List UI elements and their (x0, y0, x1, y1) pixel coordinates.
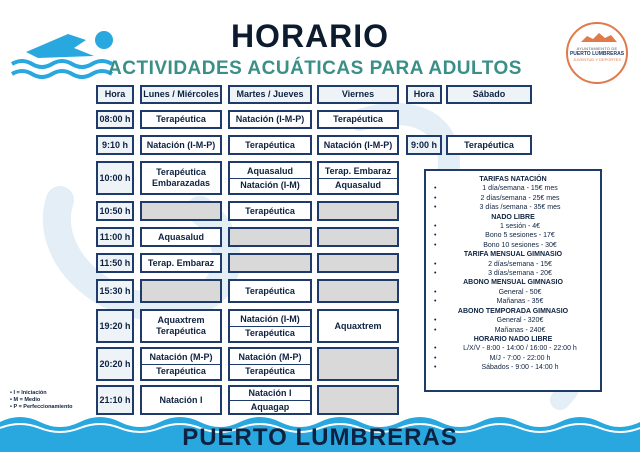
page-subtitle: ACTIVIDADES ACUÁTICAS PARA ADULTOS (108, 58, 522, 79)
cell-1000-martes-a: Aquasalud (246, 165, 293, 176)
tarifa-item: • 1 sesión - 4€ (432, 222, 594, 231)
tarifa-item: • Sábados - 9:00 - 14:00 h (432, 363, 594, 372)
cell-2020-martes (228, 347, 312, 381)
cell-1920-lunes (140, 309, 222, 343)
cell-divider (319, 178, 397, 179)
header-viernes: Viernes (317, 85, 399, 104)
logo-line1: AYUNTAMIENTO DE (576, 46, 618, 51)
legend-item: • M = Medio (10, 397, 73, 404)
cell-1000-lunes-b: Embarazadas (151, 178, 211, 188)
castle-icon (579, 30, 619, 44)
cell-sabado: Terapéutica (446, 135, 532, 155)
cell-0910-martes: Terapéutica (228, 135, 312, 155)
tarifa-item: • 2 días/semana - 15€ (432, 260, 594, 269)
tarifa-gimnasio-heading: TARIFA MENSUAL GIMNASIO (463, 251, 563, 259)
footer-town-name: PUERTO LUMBRERAS (182, 424, 458, 451)
tarifa-item: • L/X/V - 8:00 - 14:00 / 16:00 - 22:00 h (432, 344, 594, 353)
tarifa-item: • General - 50€ (432, 288, 594, 297)
legend-item: • P = Perfeccionamiento (10, 404, 73, 411)
nado-libre-heading: NADO LIBRE (491, 213, 535, 221)
cell-2020-martes-b: Terapéutica (245, 365, 295, 376)
hour-1150: 11:50 h (96, 253, 134, 273)
hour-sabado: 9:00 h (406, 135, 442, 155)
cell-divider (230, 400, 310, 401)
cell-divider (230, 364, 310, 365)
cell-1000-martes (228, 161, 312, 195)
hour-2110: 21:10 h (96, 385, 134, 415)
tarifa-item: • 3 días/semana - 20€ (432, 269, 594, 278)
hour-1920: 19:20 h (96, 309, 134, 343)
cell-1000-viernes (317, 161, 399, 195)
header-lunes: Lunes / Miércoles (140, 85, 222, 104)
cell-1530-martes: Terapéutica (228, 279, 312, 303)
cell-2110-lunes: Natación I (140, 385, 222, 415)
cell-2020-lunes-a: Natación (M-P) (149, 351, 213, 362)
cell-1920-martes-b: Terapéutica (245, 327, 295, 338)
cell-1920-lunes-a: Aquaxtrem (157, 315, 205, 325)
cell-1150-viernes (317, 253, 399, 273)
cell-1000-lunes-a: Terapéutica (156, 167, 206, 177)
cell-1100-viernes (317, 227, 399, 247)
tarifa-item: • 1 día/semana - 15€ mes (432, 184, 594, 193)
horario-nado-libre-heading: HORARIO NADO LIBRE (473, 335, 553, 343)
hour-2020: 20:20 h (96, 347, 134, 381)
tarifa-item: • Mañanas - 240€ (432, 326, 594, 335)
hour-1530: 15:30 h (96, 279, 134, 303)
cell-1000-martes-b: Natación (I-M) (240, 179, 300, 190)
tarifas-natacion-heading: TARIFAS NATACIÓN (479, 176, 547, 183)
tarifas-box (424, 169, 602, 392)
cell-1050-lunes (140, 201, 222, 221)
cell-1050-viernes (317, 201, 399, 221)
tarifa-item: • 2 días/semana - 25€ mes (432, 194, 594, 203)
municipal-logo (566, 22, 628, 84)
tarifa-item: • 3 días /semana - 35€ mes (432, 203, 594, 212)
cell-0800-martes: Natación (I-M-P) (228, 110, 312, 129)
tarifa-item: • Mañanas - 35€ (432, 297, 594, 306)
header-hora: Hora (96, 85, 134, 104)
header-sabado: Sábado (446, 85, 532, 104)
cell-1000-viernes-b: Aquasalud (334, 179, 381, 190)
cell-1920-viernes: Aquaxtrem (317, 309, 399, 343)
hour-1000: 10:00 h (96, 161, 134, 195)
hour-1050: 10:50 h (96, 201, 134, 221)
level-legend (10, 390, 73, 411)
cell-0910-viernes: Natación (I-M-P) (317, 135, 399, 155)
legend-item: • I = Iniciación (10, 390, 73, 397)
hour-0800: 08:00 h (96, 110, 134, 129)
cell-2020-lunes (140, 347, 222, 381)
tarifa-item: • Bono 5 sesiones - 17€ (432, 231, 594, 240)
logo-line3: JUVENTUD Y DEPORTES (572, 57, 621, 62)
cell-1920-lunes-b: Terapéutica (156, 326, 206, 336)
cell-1150-martes (228, 253, 312, 273)
cell-2020-martes-a: Natación (M-P) (238, 351, 302, 362)
tarifa-item: • General - 320€ (432, 316, 594, 325)
page-title: HORARIO (230, 18, 390, 54)
cell-2110-viernes (317, 385, 399, 415)
cell-1050-martes: Terapéutica (228, 201, 312, 221)
header-martes: Martes / Jueves (228, 85, 312, 104)
cell-1150-lunes: Terap. Embaraz (140, 253, 222, 273)
cell-1000-lunes (140, 161, 222, 195)
cell-divider (142, 364, 220, 365)
cell-1920-martes-a: Natación (I-M) (240, 313, 300, 324)
hour-0910: 9:10 h (96, 135, 134, 155)
cell-1530-viernes (317, 279, 399, 303)
cell-2110-martes-b: Aquagap (250, 401, 290, 412)
cell-divider (230, 178, 310, 179)
cell-1000-viernes-a: Terap. Embaraz (324, 165, 392, 176)
header-hora-sabado: Hora (406, 85, 442, 104)
cell-2110-martes (228, 385, 312, 415)
cell-0800-viernes: Terapéutica (317, 110, 399, 129)
cell-0910-lunes: Natación (I-M-P) (140, 135, 222, 155)
tarifa-item: • M/J - 7:00 - 22:00 h (432, 354, 594, 363)
logo-line2: PUERTO LUMBRERAS (569, 51, 625, 57)
abono-temporada-heading: ABONO TEMPORADA GIMNASIO (457, 307, 569, 315)
cell-divider (230, 326, 310, 327)
cell-1100-lunes: Aquasalud (140, 227, 222, 247)
cell-1530-lunes (140, 279, 222, 303)
cell-2020-viernes (317, 347, 399, 381)
cell-1100-martes (228, 227, 312, 247)
cell-0800-lunes: Terapéutica (140, 110, 222, 129)
cell-2110-martes-a: Natación I (248, 387, 292, 398)
cell-1920-martes (228, 309, 312, 343)
abono-mensual-heading: ABONO MENSUAL GIMNASIO (463, 279, 563, 287)
hour-1100: 11:00 h (96, 227, 134, 247)
tarifa-item: • Bono 10 sesiones - 30€ (432, 241, 594, 250)
cell-2020-lunes-b: Terapéutica (156, 365, 206, 376)
